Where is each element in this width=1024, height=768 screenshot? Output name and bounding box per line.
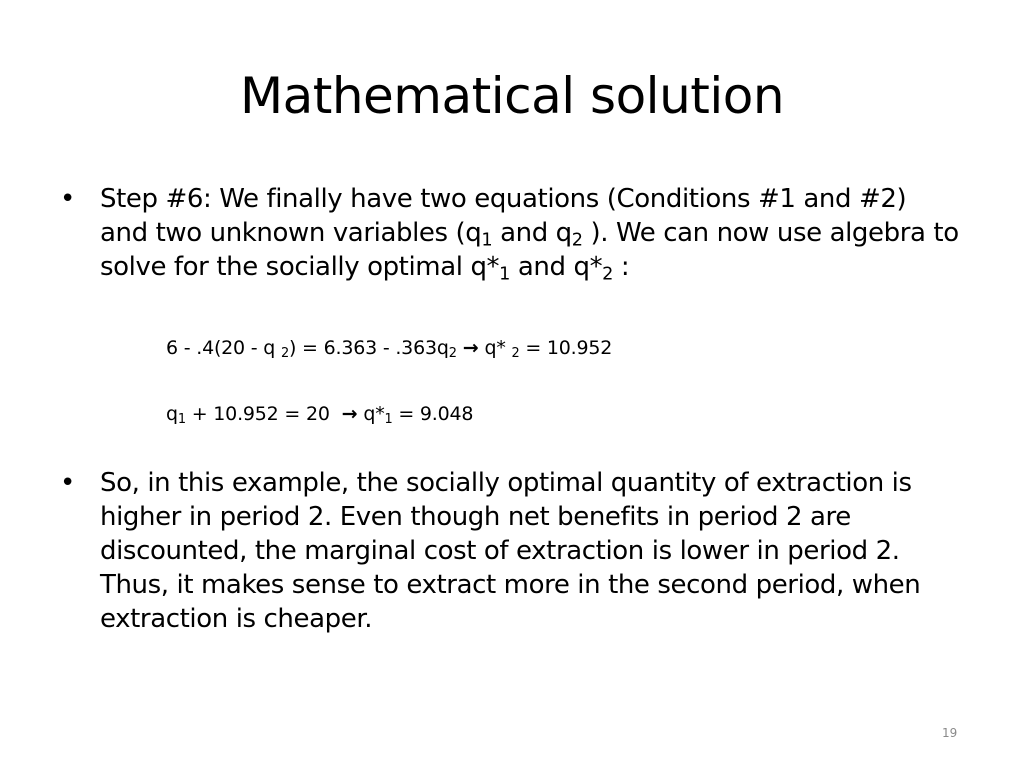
bullet-step-6 (60, 182, 960, 284)
equation-condition-solve (166, 336, 612, 360)
arrow-right-icon: → (462, 337, 479, 359)
subscript: 1 (499, 264, 511, 285)
subscript: 1 (481, 230, 493, 251)
subscript: 2 (511, 346, 520, 362)
equation-q1-solve (166, 402, 473, 426)
subscript: 1 (384, 412, 393, 428)
bullet-text-part: : (613, 252, 630, 282)
arrow-right-icon: → (341, 403, 358, 425)
equation-result: = 10.952 (519, 337, 613, 359)
equation-part: + 10.952 = 20 (185, 403, 336, 425)
bullet-conclusion (60, 466, 960, 636)
equation-result: = 9.048 (392, 403, 474, 425)
subscript: 2 (602, 264, 614, 285)
equation-part: 6 - .4(20 - q (166, 337, 281, 359)
bullet-text: So, in this example, the socially optimal quantity of extraction is higher in period 2. Even though net benefits in period 2 are discounted, the marginal cost of extraction is lower in period 2. Thus, it makes sense to extract more in the second period, when extraction is cheaper. (100, 468, 921, 634)
bullet-marker: • (60, 184, 75, 214)
subscript: 2 (448, 346, 457, 362)
bullet-text-part: ). We can now use algebra to solve for the socially optimal q* (100, 218, 959, 282)
bullet-text-part: Step #6: We finally have two equations (Conditions #1 and #2) and two unknown variables (q (100, 184, 907, 248)
subscript: 2 (280, 346, 289, 362)
bullet-text-part: and q* (510, 252, 603, 282)
slide-title: Mathematical solution (239, 67, 785, 125)
page-number: 19 (942, 726, 958, 740)
equation-part: ) = 6.363 - .363q (289, 337, 449, 359)
equation-part: q (166, 403, 178, 425)
subscript: 1 (177, 412, 186, 428)
subscript: 2 (571, 230, 583, 251)
bullet-marker: • (60, 468, 75, 498)
bullet-text (100, 182, 960, 284)
equation-part: q* (484, 337, 512, 359)
bullet-text-part: and q (492, 218, 572, 248)
equation-part: q* (363, 403, 385, 425)
